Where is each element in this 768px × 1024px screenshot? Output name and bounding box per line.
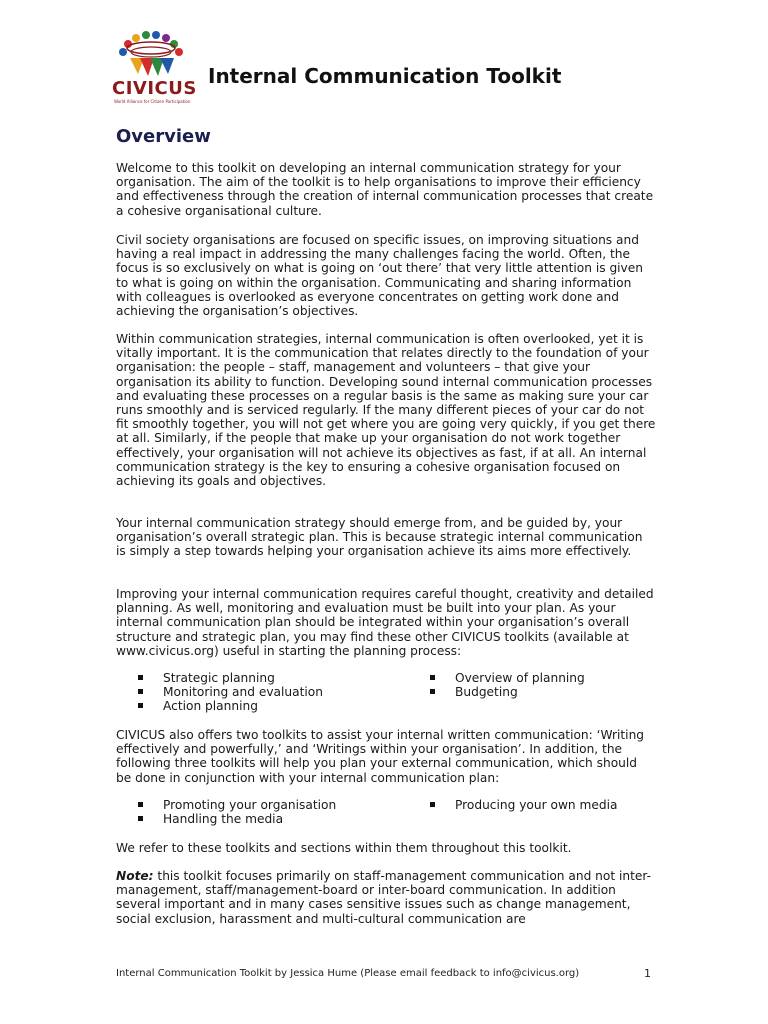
toolkit-list-2 [116,798,656,827]
section-heading-overview: Overview [116,126,211,147]
bullet-icon [138,689,143,694]
toolkit-list-1-left [138,671,323,714]
toolkit-list-1 [116,671,656,714]
toolkit-list-2-left [138,798,336,826]
list-item: Budgeting [430,685,585,699]
page-number: 1 [644,967,651,980]
list-item: Monitoring and evaluation [138,685,323,699]
note-paragraph [116,869,656,926]
paragraph-6: CIVICUS also offers two toolkits to assist your internal written communication: ‘Writing effectively and powerfully,’ and ‘Writings within your organisation’. In addition, the following three toolkits will help you plan your external communication, which should be done in conjunction with your internal communication plan: [116,728,645,785]
logo-emblem-icon [112,28,196,82]
logo-tagline: World Alliance for Citizen Participation [114,99,191,104]
paragraph-2: Civil society organisations are focused on specific issues, on improving situations and having a real impact in addressing the many challenges facing the world. Often, the focus is so exclusively on what is going on ‘out there’ that very little attention is given to what is going on within the organisation. Communicating and sharing information with colleagues is overlooked as everyone concentrates on getting work done and achieving the organisation’s objectives. [116,233,643,319]
paragraph-5: Improving your internal communication requires careful thought, creativity and detailed planning. As well, monitoring and evaluation must be built into your plan. As your internal communication plan should be integrated within your organisation’s overall structure and strategic plan, you may find these other CIVICUS toolkits (available at www.civicus.org) useful in starting the planning process: [116,587,654,658]
list-item: Action planning [138,699,323,713]
toolkit-list-1-right [430,671,585,699]
bullet-icon [138,675,143,680]
paragraph-1: Welcome to this toolkit on developing an internal communication strategy for your organisation. The aim of the toolkit is to help organisations to improve their efficiency and effectiveness through the creation of internal communication processes that create a cohesive organisational culture. [116,161,654,218]
bullet-icon [430,689,435,694]
note-label: Note: [116,869,154,883]
list-item: Strategic planning [138,671,323,685]
paragraph-7: We refer to these toolkits and sections within them throughout this toolkit. [116,841,572,855]
toolkit-list-2-right [430,798,617,812]
bullet-icon [430,675,435,680]
bullet-icon [138,703,143,708]
bullet-icon [430,802,435,807]
page-footer: Internal Communication Toolkit by Jessica Hume (Please email feedback to info@civicus.org) [116,968,580,979]
list-item: Producing your own media [430,798,617,812]
document-title: Internal Communication Toolkit [208,64,562,88]
list-item: Promoting your organisation [138,798,336,812]
bullet-icon [138,816,143,821]
paragraph-4: Your internal communication strategy should emerge from, and be guided by, your organisation’s overall strategic plan. This is because strategic internal communication is simply a step towards helping your organisation achieve its aims more effectively. [116,516,643,559]
list-item: Handling the media [138,812,336,826]
civicus-logo [112,28,196,108]
list-item: Overview of planning [430,671,585,685]
paragraph-3: Within communication strategies, internal communication is often overlooked, yet it is vitally important. It is the communication that relates directly to the foundation of your organisation: the people – staff, management and volunteers – that give your organisation its ability to function. Developing sound internal communication processes and evaluating these processes on a regular basis is the same as making sure your car runs smoothly and is serviced regularly. If the many different pieces of your car do not fit smoothly together, you will not get where you are going very quickly, if you get there at all. Similarly, if the people that make up your organisation do not work together effectively, your organisation will not achieve its objectives as fast, if at all. An internal communication strategy is the key to ensuring a cohesive organisation focused on achieving its goals and objectives. [116,332,656,489]
bullet-icon [138,802,143,807]
logo-wordmark: CIVICUS [112,78,197,99]
note-text: this toolkit focuses primarily on staff-management communication and not inter-management, staff/management-board or inter-board communication. In addition several important and in many cases sensitive issues such as change management, social exclusion, harassment and multi-cultural communication are [116,869,652,926]
